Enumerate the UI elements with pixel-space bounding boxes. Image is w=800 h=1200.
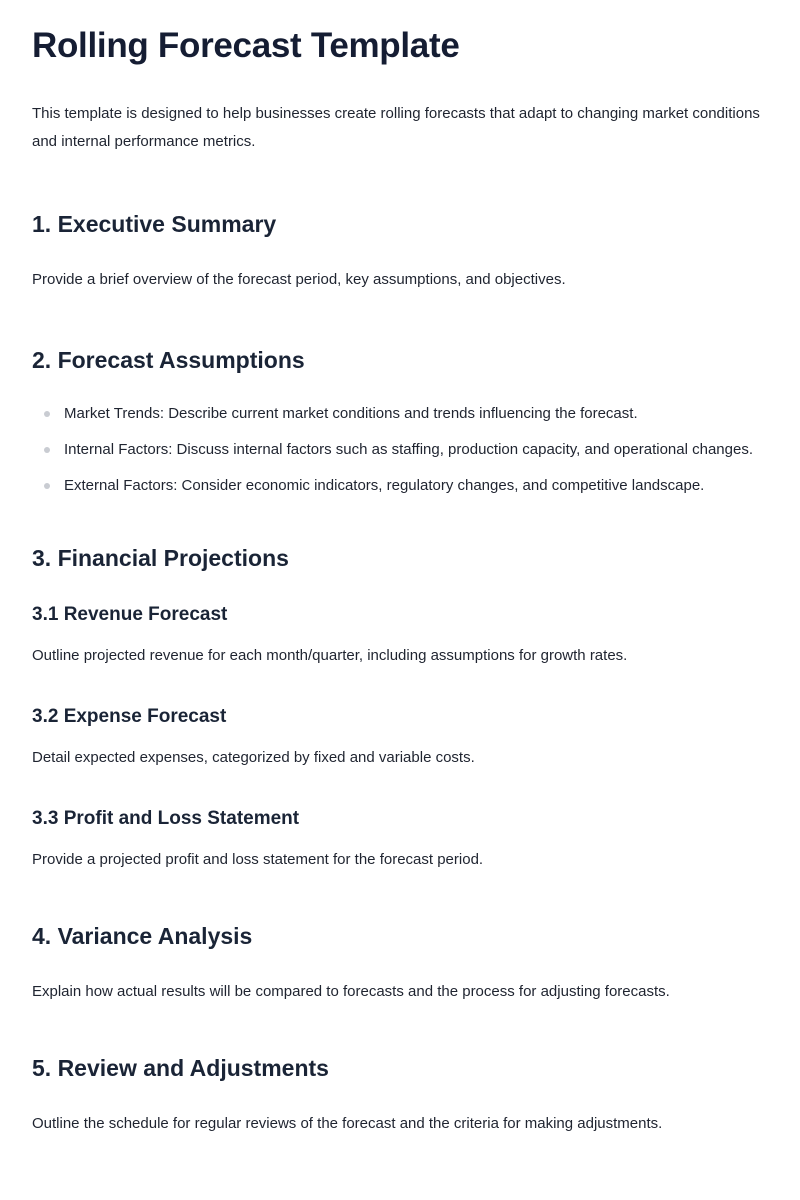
revenue-forecast-text: Outline projected revenue for each month/quarter, including assumptions for growth rates. [32,647,628,664]
list-item-text: Market Trends: Describe current market conditions and trends influencing the forecast. [64,405,638,422]
subsection-heading-revenue-forecast: 3.1 Revenue Forecast [32,604,228,625]
bullet-icon [44,483,50,489]
profit-loss-text: Provide a projected profit and loss statement for the forecast period. [32,851,484,868]
list-item [32,400,768,428]
section-heading-financial-projections: 3. Financial Projections [32,545,289,571]
bullet-icon [44,411,50,417]
list-item-text: Internal Factors: Discuss internal factors such as staffing, production capacity, and operational changes. [64,441,753,458]
list-item [32,472,768,500]
bullet-icon [44,447,50,453]
intro-paragraph: This template is designed to help businesses create rolling forecasts that adapt to changing market conditions and internal performance metrics. [32,105,760,150]
executive-summary-text: Provide a brief overview of the forecast period, key assumptions, and objectives. [32,271,566,288]
section-heading-review-adjustments: 5. Review and Adjustments [32,1055,329,1081]
review-adjustments-text: Outline the schedule for regular reviews of the forecast and the criteria for making adjustments. [32,1115,663,1132]
list-item-text: External Factors: Consider economic indicators, regulatory changes, and competitive landscape. [64,477,705,494]
section-heading-forecast-assumptions: 2. Forecast Assumptions [32,347,305,373]
section-heading-variance-analysis: 4. Variance Analysis [32,923,253,949]
assumptions-list [32,400,768,500]
document-title: Rolling Forecast Template [32,26,460,65]
list-item [32,436,768,464]
section-heading-executive-summary: 1. Executive Summary [32,211,277,237]
variance-analysis-text: Explain how actual results will be compared to forecasts and the process for adjusting forecasts. [32,983,670,1000]
subsection-heading-expense-forecast: 3.2 Expense Forecast [32,706,227,727]
subsection-heading-profit-loss: 3.3 Profit and Loss Statement [32,808,300,829]
expense-forecast-text: Detail expected expenses, categorized by fixed and variable costs. [32,749,475,766]
